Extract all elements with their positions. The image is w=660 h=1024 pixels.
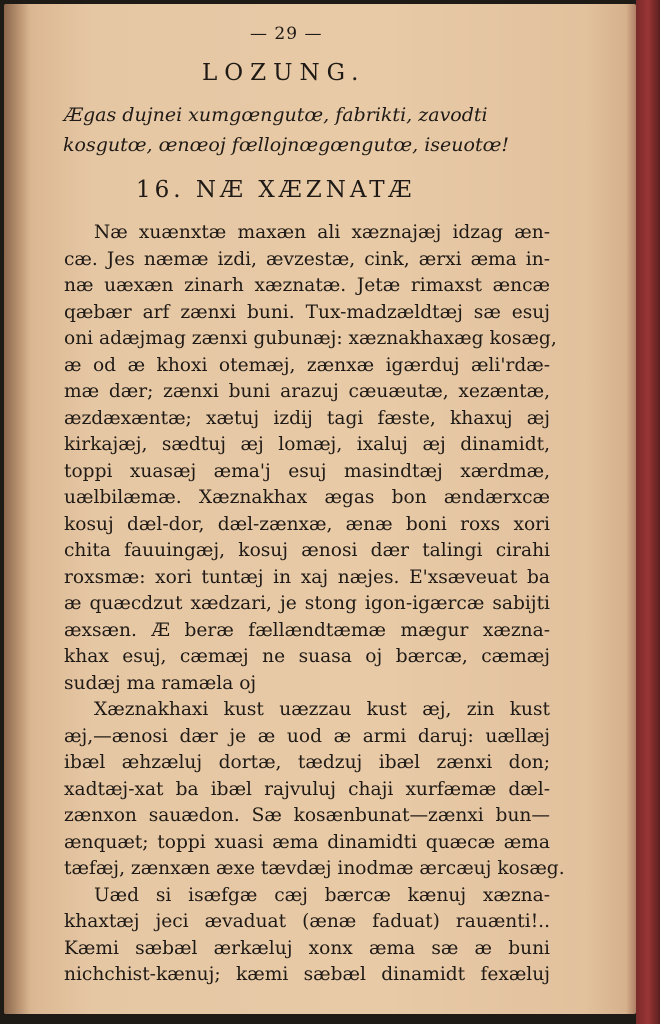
text-line: cæ. Jes næmæ izdi, ævzestæ, cink, ærxi æma in- [64, 248, 550, 270]
page-heading: LOZUNG. [202, 60, 366, 86]
text-line: æzdæxæntæ; xætuj izdij tagi fæste, khaxuj æj [64, 407, 550, 429]
text-line: sudæj ma ramæla oj [64, 672, 257, 694]
paragraph-2 [64, 697, 565, 883]
motto [64, 100, 564, 160]
text-line: ænquæt; toppi xuasi æma dinamidti quæcæ æma [64, 831, 550, 853]
text-line: oni adæjmag zænxi gubunæj: xæznakhaxæg kosæg, [64, 328, 557, 349]
text-line: kirkajæj, sædtuj æj lomæj, ixaluj æj dinamidt, [64, 434, 550, 455]
motto-line: Ægas dujnei xumgœngutœ, fabrikti, zavodti [64, 104, 488, 126]
page-edge-shadow [626, 4, 636, 1014]
text-line: ibæl æhzæluj dortæ, tædzuj ibæl zænxi don; [64, 752, 550, 773]
paragraph-3 [64, 883, 550, 989]
text-line: Xæznakhaxi kust uæzzau kust æj, zin kust [94, 699, 550, 720]
text-line: toppi xuasæj æma'j esuj masindtæj xærdmæ, [64, 460, 550, 482]
text-line: mæ dær; zænxi buni arazuj cæuæutæ, xezæntæ, [64, 381, 550, 402]
text-line: chita fauuingæj, kosuj ænosi dær talingi cirahi [64, 540, 550, 561]
motto-line: kosgutœ, œnœoj fœllojnœgœngutœ, iseuotœ! [63, 134, 509, 156]
body-text [64, 220, 565, 989]
text-line: khax esuj, cæmæj ne suasa oj bærcæ, cæmæj [64, 646, 550, 667]
text-line: næ uæxæn zinarh xæznatæ. Jetæ rimaxst æncæ [64, 275, 550, 296]
text-line: tæfæj, zænxæn æxe tævdæj inodmæ ærcæuj kosæg. [64, 858, 565, 879]
text-line: uælbilæmæ. Xæznakhax ægas bon ændærxcæ [64, 487, 550, 508]
book-page [4, 4, 636, 1014]
text-line: æj,—ænosi dær je æ uod æ armi daruj: uællæj [64, 725, 550, 747]
book-edge-band [636, 0, 660, 1024]
text-line: nichchist-kænuj; kæmi sæbæl dinamidt fexæluj [64, 964, 550, 985]
text-line: æ quæcdzut xædzari, je stong igon-igærcæ sabijti [64, 593, 550, 614]
text-line: roxsmæ: xori tuntæj in xaj næjes. E'xsæveuat ba [64, 566, 550, 588]
paragraph-1 [64, 220, 557, 697]
text-line: æxsæn. Æ beræ fællændtæmæ mægur xæzna- [64, 619, 550, 641]
text-line: kosuj dæl-dor, dæl-zænxæ, ænæ boni roxs xori [64, 513, 550, 535]
text-line: khaxtæj jeci ævaduat (ænæ faduat) rauænti!.. [64, 911, 550, 932]
page-number: — 29 — [250, 24, 323, 44]
text-line: xadtæj-xat ba ibæl rajvuluj chaji xurfæmæ dæl- [64, 778, 550, 800]
spine-shadow [4, 4, 30, 1014]
section-title: 16. NÆ XÆZNATÆ [136, 177, 416, 203]
text-line: zænxon sauædon. Sæ kosænbunat—zænxi bun— [64, 805, 550, 826]
text-line: qæbær arf zænxi buni. Tux-madzældtæj sæ esuj [64, 301, 550, 323]
text-line: æ od æ khoxi otemæj, zænxæ igærduj æli'rdæ- [64, 354, 550, 376]
text-line: Kæmi sæbæl ærkæluj xonx æma sæ æ buni [64, 937, 550, 959]
text-line: Næ xuænxtæ maxæn ali xæznajæj idzag æn- [94, 222, 550, 243]
text-line: Uæd si isæfgæ cæj bærcæ kænuj xæzna- [94, 884, 550, 906]
